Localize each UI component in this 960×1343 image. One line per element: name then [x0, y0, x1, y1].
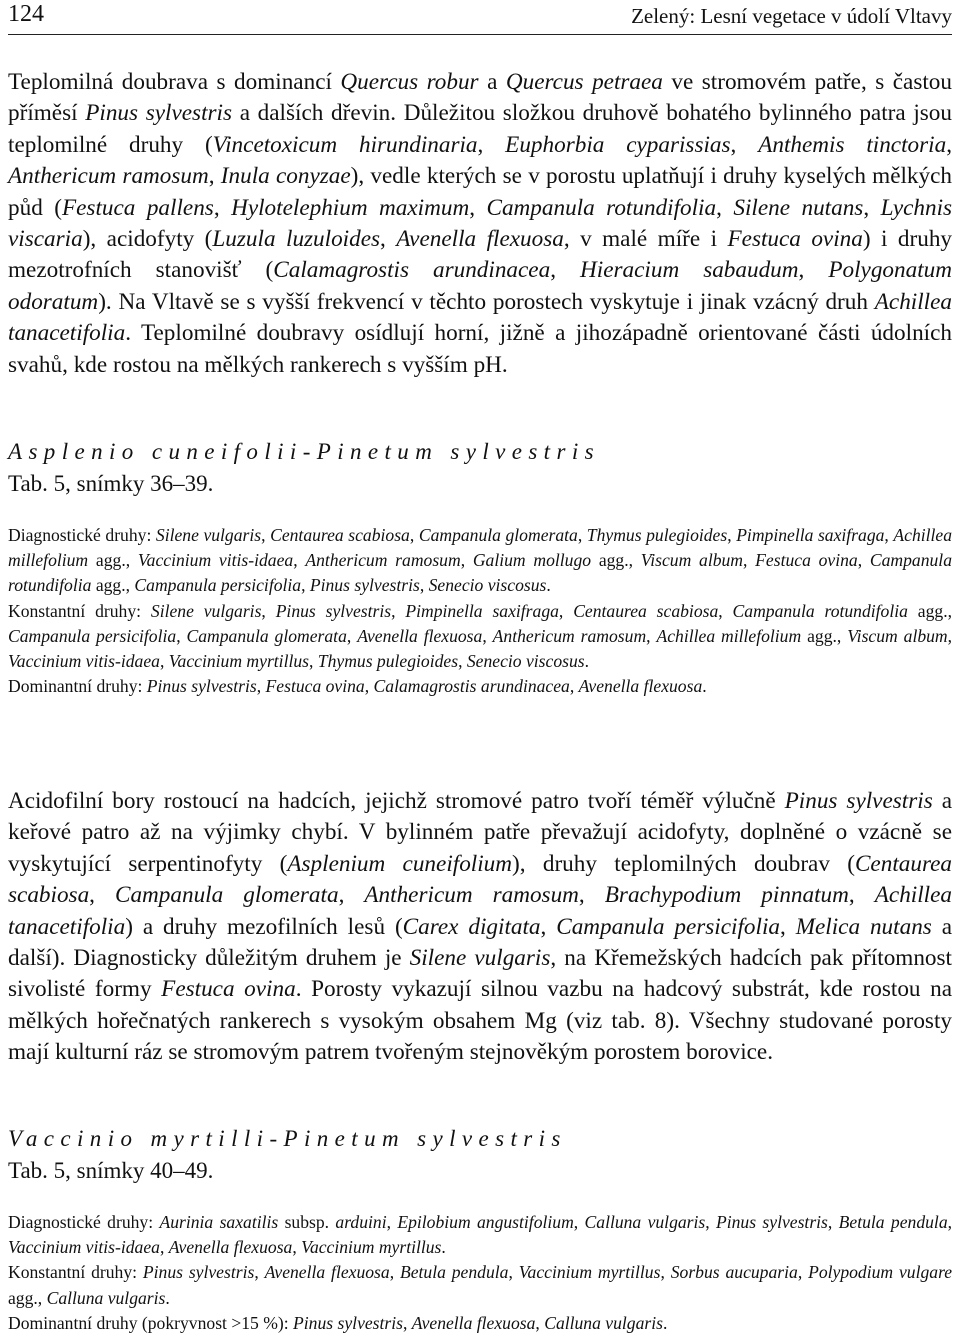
species-name: Festuca ovina [755, 550, 858, 571]
species-name: Campanula persicifolia [8, 625, 177, 646]
page-header [8, 0, 952, 34]
species-name: Quercus petraea [505, 69, 663, 95]
text-run: , [256, 676, 266, 697]
species-name: Hylotelephium maximum [231, 194, 470, 221]
constant-species [8, 1260, 952, 1310]
text-run: agg., [801, 625, 848, 646]
text-run: , [718, 600, 733, 621]
species-name: Lychnis viscaria [8, 194, 953, 253]
text-run: , [254, 1262, 265, 1283]
text-run: , [646, 625, 657, 646]
species-name: Avenella flexuosa [396, 226, 564, 253]
text-run: , [391, 600, 406, 621]
text-run: , [716, 194, 734, 221]
species-name: Pinus sylvestris [85, 100, 233, 127]
text-run: , [261, 525, 271, 545]
species-name: Pinus sylvestris [716, 1212, 828, 1232]
text-run: , [338, 882, 365, 909]
species-name: Calamagrostis arundinacea [373, 676, 570, 697]
species-name: Vaccinium vitis-idaea [8, 651, 160, 672]
text-run: . [546, 575, 551, 596]
species-name: arduini [335, 1212, 387, 1232]
text-run: , [660, 1262, 671, 1283]
species-name: Melica nutans [795, 913, 932, 940]
text-run: agg., [907, 600, 953, 621]
text-run: , na Křemežských hadcích pak přítomnost sivolisté formy [8, 945, 952, 1003]
species-name: Pimpinella saxifraga [405, 600, 559, 621]
text-run: . [662, 1312, 668, 1333]
text-run: , [743, 550, 756, 571]
species-name: Anthericum ramosum [305, 550, 461, 571]
species-name: Carex digitata [402, 913, 541, 940]
species-name: Brachypodium pinnatum [604, 882, 849, 909]
species-name: Vaccinium myrtillus [301, 1237, 442, 1258]
species-name: Festuca pallens [61, 194, 214, 221]
text-run: , [508, 1262, 519, 1283]
species-name: Asplenium cuneifolium [287, 850, 513, 877]
text-run: ve stromovém patře, s častou příměsí [8, 69, 952, 127]
species-name: Achillea millefolium [8, 525, 953, 571]
text-run: a další). Diagnosticky důležitým druhem je [8, 913, 953, 972]
text-run: agg., [88, 550, 138, 571]
species-name: Viscum album [640, 550, 744, 571]
text-run: a [478, 69, 506, 95]
species-name: Pinus sylvestris [784, 788, 933, 814]
text-run: ), acidofyty ( [82, 226, 213, 253]
text-run: , [946, 131, 952, 158]
text-run: agg., [91, 575, 135, 596]
species-name: Euphorbia cyparissias [505, 131, 731, 158]
text-run: , v malé míře i [563, 226, 728, 253]
page-number: 124 [8, 1, 44, 27]
text-run: , [364, 676, 374, 697]
text-run: . [165, 1287, 170, 1308]
species-name: Avenella flexuosa [411, 1312, 536, 1333]
text-run: , [863, 194, 881, 221]
text-run: agg., [8, 1287, 47, 1308]
species-name: Festuca ovina [161, 976, 296, 1003]
paragraph-acidofilni-bory [8, 786, 952, 1069]
species-name: Pimpinella saxifraga [736, 525, 885, 545]
species-name: Galium mollugo [472, 550, 592, 571]
association-name: Asplenio cuneifolii-Pinetum sylvestris [8, 439, 600, 464]
species-name: Centaurea scabiosa [8, 850, 952, 909]
text-run: , [705, 1212, 716, 1232]
species-name: Avenella flexuosa [168, 1237, 293, 1258]
text-run: Diagnostické druhy: [8, 525, 156, 545]
species-name: Quercus robur [340, 69, 479, 95]
species-name: Centaurea scabiosa [270, 525, 410, 545]
species-name: Campanula rotundifolia [8, 550, 952, 596]
running-title: Zelený: Lesní vegetace v údolí Vltavy [631, 4, 952, 28]
species-name: Silene vulgaris [409, 945, 551, 972]
species-name: Polygonatum odoratum [8, 257, 952, 315]
species-name: Vaccinium vitis-idaea [8, 1237, 160, 1258]
species-block-1 [8, 523, 952, 699]
text-run: , [176, 625, 187, 646]
association-heading-2 [8, 1125, 952, 1185]
species-name: Vincetoxicum hirundinaria [212, 131, 478, 158]
species-name: Epilobium angustifolium [397, 1212, 574, 1232]
species-name: Silene vulgaris [155, 525, 262, 545]
species-name: Centaurea scabiosa [573, 600, 719, 621]
species-name: Vaccinium myrtillus [518, 1262, 661, 1283]
text-run: Diagnostické druhy: [8, 1212, 160, 1232]
species-name: Pinus sylvestris [142, 1262, 255, 1283]
species-name: Vaccinium myrtillus [168, 651, 309, 672]
text-run: , [208, 163, 221, 190]
text-run: , [409, 525, 419, 545]
species-name: Sorbus aucuparia [670, 1262, 798, 1283]
text-run: , [558, 600, 574, 621]
species-name: Anthericum ramosum [492, 625, 647, 646]
dominant-species [8, 1311, 952, 1336]
species-name: Campanula persicifolia [556, 913, 780, 940]
species-name: Senecio viscosus [428, 575, 547, 596]
species-name: Silene nutans [733, 194, 864, 221]
text-run: Konstantní druhy: [8, 1262, 143, 1283]
text-run: , [540, 913, 557, 940]
species-name: Calluna vulgaris [544, 1312, 663, 1333]
text-run: , [797, 1262, 809, 1283]
species-name: Pinus sylvestris [146, 676, 257, 697]
text-run: , [827, 1212, 839, 1232]
text-run: , [159, 1237, 169, 1258]
species-name: Avenella flexuosa [264, 1262, 390, 1283]
text-run: ), vedle kterých se v porostu uplatňují i druhy kyselých mělkých půd ( [8, 163, 953, 221]
text-run: , [947, 625, 953, 646]
constant-species [8, 599, 952, 675]
text-run: a keřové patro až na výjimky chybí. V bylinném patře převažují acidofyty, doplněné o vzácně se vyskytující serpentinofyty ( [8, 788, 952, 877]
species-name: Inula conyzae [220, 163, 351, 190]
text-run: . [702, 676, 707, 697]
text-run: , [346, 625, 358, 646]
species-name: Pinus sylvestris [293, 1312, 403, 1333]
text-run: , [482, 625, 493, 646]
species-name: Campanula glomerata [186, 625, 347, 646]
paragraph-teplomilna-doubrava [8, 67, 952, 381]
species-name: Campanula rotundifolia [486, 194, 717, 221]
text-run: ). Na Vltavě se s vyšší frekvencí v těchto porostech vyskytuje i jinak vzácný druh [98, 288, 875, 315]
text-run: , [213, 194, 232, 221]
text-run: . Porosty vykazují silnou vazbu na hadcový substrát, kde rostou na mělkých hořečnatých rankerech s vysokým obsahem Mg (viz tab. 8). Všechny studované porosty mají kulturní ráz se stromovým patrem tvořeným stejnověkým porostem borovice. [8, 976, 952, 1066]
header-rule [8, 34, 952, 35]
text-run: . Teplomilné doubravy osídlují horní, jižně a jihozápadně orientované části údolních svahů, kde rostou na mělkých rankerech s vyšším pH. [8, 320, 952, 378]
text-run: ) a druhy mezofilních lesů ( [125, 913, 403, 940]
text-run: , [550, 257, 581, 284]
species-name: Campanula persicifolia [134, 575, 302, 596]
species-name: Campanula glomerata [418, 525, 578, 545]
species-name: Festuca ovina [265, 676, 365, 697]
text-run: , [419, 575, 429, 596]
text-run: , [779, 913, 796, 940]
text-run: , [857, 550, 870, 571]
text-run: , [798, 257, 829, 284]
text-run: , [159, 651, 169, 672]
text-run: , [577, 525, 587, 545]
species-name: Polypodium vulgare [808, 1262, 953, 1283]
table-reference: Tab. 5, snímky 36–39. [8, 471, 214, 496]
text-run: , [477, 131, 506, 158]
text-run: , [292, 1237, 302, 1258]
species-name: Achillea tanacetifolia [8, 288, 952, 347]
text-run: subsp. [278, 1212, 336, 1232]
text-run: agg., [591, 550, 641, 571]
text-run: . [584, 651, 590, 672]
species-name: Thymus pulegioides [317, 651, 459, 672]
text-run: . [441, 1237, 446, 1258]
text-run: , [569, 676, 579, 697]
text-run: ) i druhy mezotrofních stanovišť ( [8, 226, 953, 284]
species-name: Hieracium sabaudum [580, 257, 799, 284]
species-name: Betula pendula [399, 1262, 509, 1283]
text-run: , [293, 550, 306, 571]
species-name: Silene vulgaris [150, 600, 262, 621]
association-name: Vaccinio myrtilli-Pinetum sylvestris [8, 1126, 567, 1151]
species-name: Achillea tanacetifolia [8, 882, 952, 940]
species-name: Achillea millefolium [656, 625, 802, 646]
text-run: , [386, 1212, 398, 1232]
text-run: , [727, 525, 737, 545]
text-run: , [578, 882, 605, 909]
text-run: ), druhy teplomilných doubrav ( [512, 850, 855, 877]
text-run: , [261, 600, 276, 621]
text-run: , [460, 550, 473, 571]
species-name: Campanula rotundifolia [732, 600, 908, 621]
text-run: , [469, 194, 487, 221]
species-block-2 [8, 1210, 952, 1336]
diagnostic-species [8, 1210, 952, 1260]
text-run: , [730, 131, 759, 158]
species-name: Avenella flexuosa [357, 625, 483, 646]
species-name: Betula pendula [838, 1212, 948, 1232]
dominant-species [8, 674, 952, 699]
text-run: , [309, 651, 318, 672]
text-run: Dominantní druhy (pokryvnost >15 %): [8, 1312, 294, 1333]
table-reference: Tab. 5, snímky 40–49. [8, 1158, 214, 1183]
text-run: a dalších dřevin. Důležitou složkou druhově bohatého bylinného patra jsou teplomilné druhy ( [8, 100, 952, 158]
species-name: Avenella flexuosa [578, 676, 703, 697]
text-run: , [848, 882, 875, 909]
association-heading-1 [8, 438, 952, 498]
species-name: Festuca ovina [727, 226, 863, 253]
text-run: Teplomilná doubrava s dominancí [8, 69, 341, 95]
text-run: , [884, 525, 894, 545]
species-name: Thymus pulegioides [586, 525, 728, 545]
text-run: Dominantní druhy: [8, 676, 147, 697]
species-name: Calluna vulgaris [46, 1287, 166, 1308]
species-name: Viscum album [847, 625, 948, 646]
species-name: Anthericum ramosum [8, 163, 209, 190]
text-run: , [89, 882, 115, 909]
text-run: Acidofilní bory rostoucí na hadcích, jejichž stromové patro tvoří téměř výlučně [8, 788, 785, 814]
species-name: Luzula luzuloides [212, 226, 381, 253]
text-run: , [389, 1262, 400, 1283]
species-name: Anthemis tinctoria [758, 131, 947, 158]
species-name: Vaccinium vitis-idaea [137, 550, 294, 571]
species-name: Calluna vulgaris [584, 1212, 706, 1232]
species-name: Pinus sylvestris [275, 600, 392, 621]
text-run: , [535, 1312, 545, 1333]
species-name: Anthericum ramosum [364, 882, 579, 909]
species-name: Campanula glomerata [114, 882, 339, 909]
text-run: Konstantní druhy: [8, 600, 151, 621]
species-name: Senecio viscosus [466, 651, 585, 672]
text-run: , [458, 651, 467, 672]
diagnostic-species [8, 523, 952, 599]
species-name: Pinus sylvestris [309, 575, 420, 596]
species-name: Calamagrostis arundinacea [273, 257, 551, 284]
text-run: , [403, 1312, 412, 1333]
text-run: , [947, 1212, 953, 1232]
text-run: , [301, 575, 310, 596]
species-name: Aurinia saxatilis [159, 1212, 279, 1232]
text-run: , [380, 226, 397, 253]
text-run: , [573, 1212, 585, 1232]
